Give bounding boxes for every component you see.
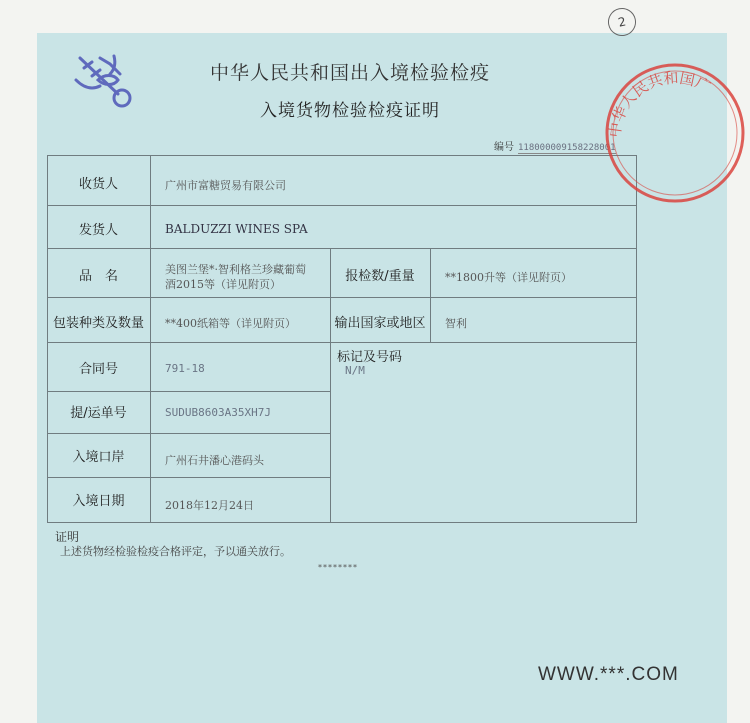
- document-subtitle: 入境货物检验检疫证明: [260, 101, 440, 121]
- goods-name-label: 品 名: [78, 269, 118, 284]
- watermark: WWW.***.COM: [538, 664, 679, 685]
- port-of-entry-label: 入境口岸: [72, 450, 125, 465]
- entry-date-label: 入境日期: [72, 494, 125, 509]
- certificate-number: [494, 138, 616, 154]
- marks-value: N/M: [345, 364, 365, 377]
- marks-label: 标记及号码: [337, 350, 403, 365]
- export-country-value: 智利: [445, 317, 467, 330]
- export-country-label: 输出国家或地区: [334, 316, 426, 331]
- contract-no-value: 791-18: [165, 362, 205, 375]
- entry-date-value: 2018年12月24日: [165, 499, 254, 512]
- seal-text: 中华人民共和国广: [605, 68, 714, 139]
- certification-label: 证明: [55, 530, 80, 544]
- goods-name-value-line1: 美图兰堡*·智利格兰珍藏葡萄: [165, 263, 306, 276]
- ciq-emblem-icon: [70, 50, 140, 110]
- certification-text: 上述货物经检验检疫合格评定，予以通关放行。: [60, 545, 291, 558]
- consignee-label: 收货人: [78, 177, 118, 192]
- svg-text:中华人民共和国广: [606, 69, 714, 139]
- consignee-value: 广州市富糖贸易有限公司: [165, 179, 286, 192]
- certificate-number-value: 118000009158228001: [518, 143, 616, 153]
- official-seal: [600, 58, 750, 208]
- port-of-entry-value: 广州石井潘心港码头: [165, 454, 264, 467]
- bill-of-lading-value: SUDUB8603A35XH7J: [165, 406, 271, 419]
- goods-name-value-line2: 酒2015等（详见附页）: [165, 278, 281, 291]
- quantity-weight-value: **1800升等（详见附页）: [445, 271, 572, 284]
- certification-stars: ********: [318, 563, 358, 572]
- details-table: [47, 155, 637, 523]
- page-number-mark: 2: [605, 5, 638, 38]
- consignor-value: BALDUZZI WINES SPA: [165, 222, 308, 236]
- quantity-weight-label: 报检数/重量: [345, 269, 415, 284]
- packaging-label: 包装种类及数量: [52, 316, 144, 331]
- document-title: 中华人民共和国出入境检验检疫: [209, 62, 490, 84]
- certificate-number-label: 编号: [494, 142, 514, 153]
- contract-no-label: 合同号: [78, 362, 118, 377]
- packaging-value: **400纸箱等（详见附页）: [165, 317, 296, 330]
- bill-of-lading-label: 提/运单号: [70, 406, 127, 421]
- consignor-label: 发货人: [78, 223, 118, 238]
